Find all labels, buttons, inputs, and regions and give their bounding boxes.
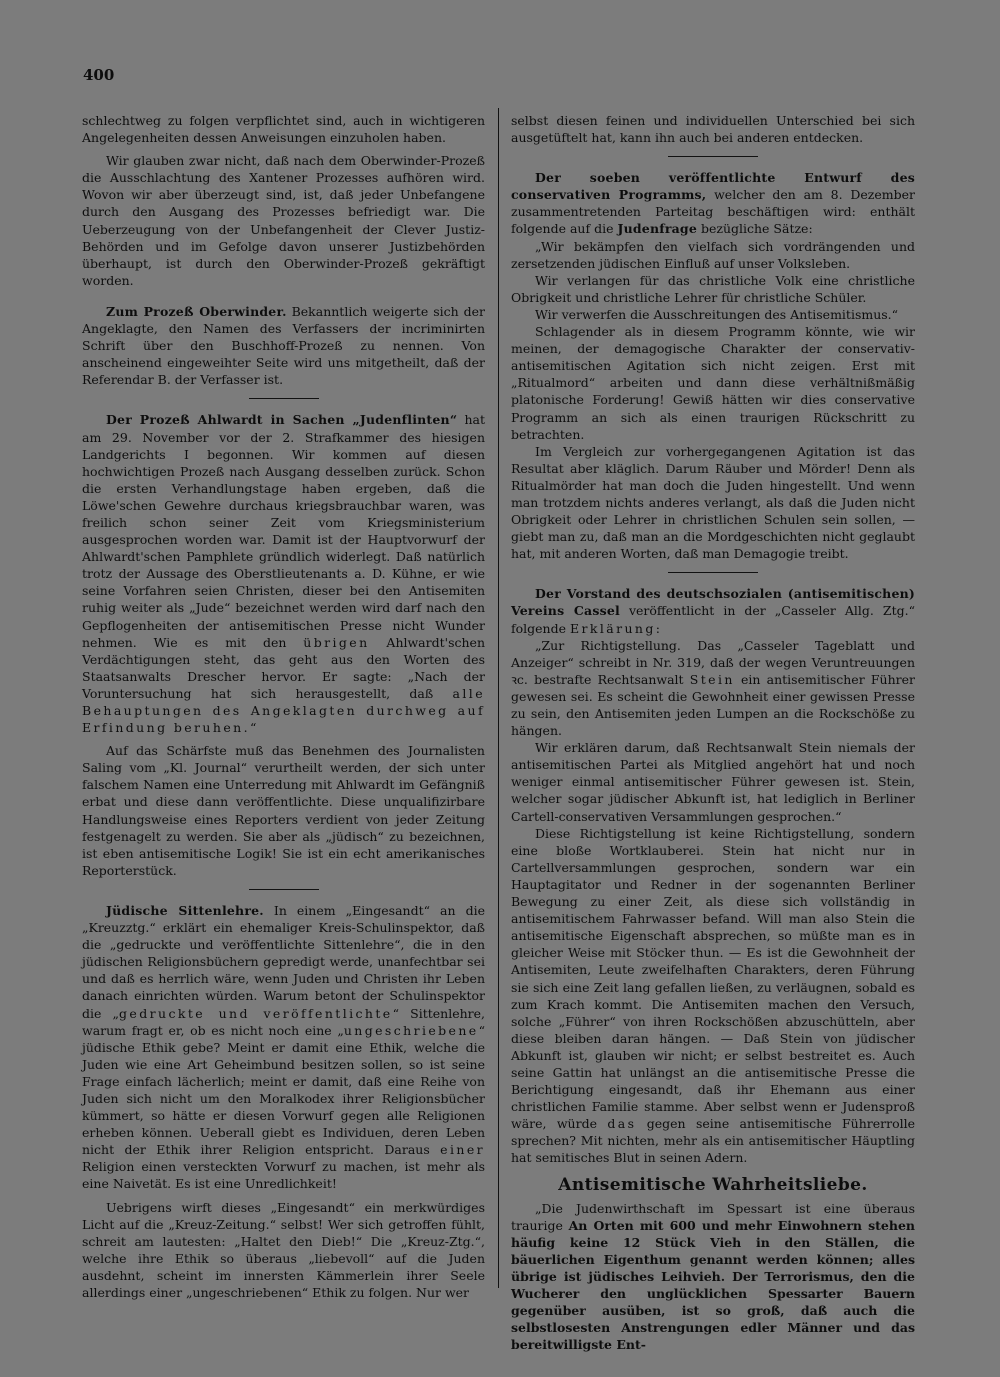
paragraph: Schlagender als in diesem Programm könnte, wie wir meinen, der demagogische Charakter der conservativ-antisemitischen Agitation sich nicht zeigen. Erst mit „Ritualmord“ arbeiten und dann diese verhältnißmäßig platonische Forderung! Gewiß hätten wir dies conservative Programm an sich als einen traurigen Rückschritt zu betrachten.: [511, 324, 915, 442]
article-text: bezügliche Sätze:: [697, 221, 813, 237]
spaced-text: ungeschriebene: [343, 1022, 479, 1038]
column-divider: [498, 108, 499, 1288]
article-text: hat am 29. November vor der 2. Strafkammer des hiesigen Landgerichts I begonnen. Wir kommen auf diesen hochwichtigen Prozeß nach Ausgang desselben zurück. Schon die ersten Verhandlungstage haben ergeben, daß die Löwe'schen Gewehre durchaus kriegsbrauchbar waren, was freilich schon seiner Zeit vom Kriegsministerium ausgesprochen worden war. Damit ist der Hauptvorwurf der Ahlwardt'schen Pamphlete gründlich widerlegt. Daß natürlich trotz der Aussage des Oberstlieutenants a. D. Kühne, er wie seine Vorfahren seien Christen, dieser bei den Antisemiten ruhig weiter als „Jude“ bezeichnet werden wird darf nach den Gepflogenheiten der antisemitischen Presse nicht Wunder nehmen. Wie es mit den: [82, 412, 486, 650]
article-text: Religion einen versteckten Vorwurf zu machen, ist mehr als eine Naivetät. Es ist eine Unredlichkeit!: [82, 1159, 485, 1192]
paragraph: Uebrigens wirft dieses „Eingesandt“ ein merkwürdiges Licht auf die „Kreuz-Zeitung.“ selbst! Wer sich getroffen fühlt, schreit am lautesten: „Haltet den Dieb!“ Die „Kreuz-Ztg.“, welche ihre Ethik so überaus „liebevoll“ auf die Juden ausdehnt, scheint im innersten Kämmerlein ihrer Seele allerdings einer „ungeschriebenen“ Ethik zu folgen. Nur wer: [82, 1199, 485, 1300]
separator-rule: [249, 398, 319, 399]
quote-text: „Zur Richtigstellung. Das „Casseler Tageblatt und Anzeiger“ schreibt in Nr. 319, daß der wegen Veruntreuungen ꝛc. bestrafte Rechtsanwalt: [511, 637, 915, 687]
article-heading: Judenfrage: [617, 221, 697, 237]
paragraph: Auf das Schärfste muß das Benehmen des Journalisten Saling vom „Kl. Journal“ verurtheilt werden, der sich unter falschem Namen eine Unterredung mit Ahlwardt im Gefängniß erbat und diese dann veröffentlichte. Diese unqualifizirbare Handlungsweise eines Reporters verdient von jeder Zeitung festgenagelt zu werden. Sie aber als „jüdisch“ zu bezeichnen, ist eben antisemitische Logik! Sie ist ein echt amerikanisches Reporterstück.: [82, 743, 485, 878]
left-column: [82, 112, 485, 1301]
paragraph: [511, 1200, 915, 1354]
article-oberwinder: [82, 303, 485, 388]
spaced-text: übrigen: [303, 634, 370, 650]
article-heading: Jüdische Sittenlehre.: [106, 902, 264, 918]
article-heading: Der Prozeß Ahlwardt in Sachen „Judenflinten“: [106, 412, 458, 428]
separator-rule: [668, 156, 758, 157]
article-text: :: [655, 620, 661, 636]
right-column: [511, 112, 915, 1353]
article-text: Bekanntlich weigerte sich der Angeklagte, den Namen des Verfassers der incriminirten Schrift über den Buschhoff-Prozeß zu nennen. Von anscheinend eingeweihter Seite wird uns mitgetheilt, daß der Referendar B. der Verfasser ist.: [82, 303, 485, 388]
paragraph: selbst diesen feinen und individuellen Unterschied bei sich ausgetüftelt hat, kann ihn auch bei anderen entdecken.: [511, 113, 915, 146]
paragraph-text: Diese Richtigstellung ist keine Richtigstellung, sondern eine bloße Wortklauberei. Stein hat nicht nur in Cartellversammlungen gesprochen, sondern war ein Hauptagitator und Redner in der sogenannten Berliner Bewegung zu einer Zeit, als diese sich vollständig in antisemitischem Fahrwasser befand. Will man also Stein die antisemitische Eigenschaft absprechen, so müßte man es in gleicher Weise mit Stöcker thun. — Es ist die Gewohnheit der Antisemiten, Leute zweifelhaften Charakters, deren Führung sie sich eine Zeit lang gefallen ließen, zu verläugnen, sobald es zum Krach kommt. Die Antisemiten machen den Versuch, solche „Führer“ von ihren Rockschößen abzuschütteln, aber diese bleiben daran hängen. — Daß Stein von jüdischer Abkunft ist, glauben wir nicht; er selbst bestreitet es. Auch seine Gattin hat unlängst an die antisemitische Presse die Berichtigung eingesandt, daß ihr Ehemann aus einer christlichen Familie stamme. Aber selbst wenn er Judensproß wäre, würde: [511, 825, 915, 1132]
bold-text: An Orten mit 600 und mehr Einwohnern stehen häufig keine 12 Stück Vieh in den Ställen, die bäuerlichen Eigenthum genannt werden können; alles übrige ist jüdisches Leihvieh. Der Terrorismus, den die Wucherer den unglücklichen Spessarter Bauern gegenüber ausüben, ist so groß, daß auch die selbstlosesten Anstrengungen edler Männer und das bereitwilligste Ent-: [511, 1217, 915, 1353]
quote: „Wir bekämpfen den vielfach sich vordrängenden und zersetzenden jüdischen Einfluß auf unser Volksleben.: [511, 238, 915, 271]
article-entwurf: [511, 169, 915, 237]
spaced-text: Erklärung: [569, 620, 656, 636]
article-text: “ Sittenlehre, warum fragt er, ob es nicht noch eine „: [82, 1005, 485, 1038]
paragraph-text: „Die Judenwirthschaft im Spessart ist eine überaus traurige: [511, 1200, 915, 1233]
article-heading: Zum Prozeß Oberwinder.: [106, 303, 287, 319]
article-ahlwardt: [82, 411, 485, 736]
quote: [511, 637, 915, 740]
paragraph: schlechtweg zu folgen verpflichtet sind, auch in wichtigeren Angelegenheiten dessen Anweisungen einzuholen haben.: [82, 113, 485, 146]
spaced-text: alle Behauptungen des Angeklagten durchweg auf Erfindung beruhen.: [82, 685, 485, 736]
article-text: “ jüdische Ethik gebe? Meint er damit eine Ethik, welche die Juden wie eine Art Geheimbund besitzen sollen, so ist seine Frage einfach lächerlich; meint er damit, daß eine Reihe von Juden sich nicht um den Moralkodex ihrer Religionsbücher kümmert, so hätte er diesen Vorwurf gegen alle Religionen erheben können. Ueberall giebt es Individuen, deren Leben nicht der Ethik ihrer Religion entspricht. Daraus: [82, 1022, 485, 1158]
section-title: Antisemitische Wahrheitsliebe.: [558, 1174, 868, 1195]
article-text: veröffentlicht in der „Casseler Allg. Ztg.“ folgende: [511, 603, 915, 636]
spaced-text: gedruckte und veröffentlichte: [119, 1005, 393, 1021]
spaced-text: einer: [440, 1142, 485, 1158]
article-vorstand: [511, 585, 915, 636]
article-text: In einem „Eingesandt“ an die „Kreuzztg.“ erklärt ein ehemaliger Kreis-Schulinspektor, daß die „gedruckte und veröffentlichte Sittenlehre“, die in den jüdischen Religionsbüchern gepredigt werde, unanfechtbar sei und daß es herrlich wäre, wenn Juden und Christen ihr Leben danach einrichten würden. Warum betont der Schulinspektor die „: [82, 902, 485, 1021]
article-heading: Der Vorstand des deutschsozialen (antisemitischen) Vereins Cassel: [511, 586, 915, 619]
paragraph: [511, 825, 915, 1167]
spaced-text: Stein: [689, 671, 735, 687]
quote: Wir verlangen für das christliche Volk eine christliche Obrigkeit und christliche Lehrer für christliche Schüler.: [511, 272, 915, 305]
article-text: “: [249, 720, 257, 736]
quote-text: ein antisemitischer Führer gewesen sei. Es scheint die Gewohnheit einer gewissen Presse zu sein, den Antisemiten jeden Lumpen an die Rockschöße zu hängen.: [511, 671, 915, 739]
separator-rule: [668, 572, 758, 573]
paragraph: Im Vergleich zur vorhergegangenen Agitation ist das Resultat aber kläglich. Darum Räuber und Mörder! Denn als Ritualmörder hat man doch die Juden hingestellt. Und wenn man trotzdem nichts anderes verlangt, als daß die Juden nicht Obrigkeit oder Lehrer in christlichen Schulen sein sollen, — giebt man zu, daß man an die Mordgeschichten nicht geglaubt hat, mit anderen Worten, daß man Demagogie treibt.: [511, 443, 915, 562]
article-text: welcher den am 8. Dezember zusammentretenden Parteitag beschäftigen wird: enthält folgende auf die: [511, 187, 915, 237]
paragraph-text: gegen seine antisemitische Führerrolle sprechen? Mit nichten, mehr als ein antisemitischer Häuptling hat semitisches Blut in seinen Adern.: [511, 1116, 915, 1166]
quote: Wir erklären darum, daß Rechtsanwalt Stein niemals der antisemitischen Partei als Mitglied angehört hat und noch weniger einmal antisemitischer Führer gewesen ist. Stein, welcher sogar jüdischer Abkunft ist, hat lediglich in Berliner Cartell-conservativen Versammlungen gesprochen.“: [511, 740, 915, 824]
article-heading: Der soeben veröffentlichte Entwurf des conservativen Programms,: [511, 170, 915, 203]
quote: Wir verwerfen die Ausschreitungen des Antisemitismus.“: [535, 306, 899, 322]
article-sittenlehre: [82, 902, 485, 1193]
spaced-text: das: [607, 1116, 637, 1132]
separator-rule: [249, 889, 319, 890]
article-text: Ahlwardt'schen Verdächtigungen steht, das geht aus den Worten des Staatsanwalts Drescher hervor. Er sagte: „Nach der Voruntersuchung hat sich herausgestellt, daß: [82, 634, 485, 701]
paragraph: Wir glauben zwar nicht, daß nach dem Oberwinder-Prozeß die Ausschlachtung des Xantener Prozesses aufhören wird. Wovon wir aber überzeugt sind, ist, daß jeder Unbefangene durch den Ausgang des Prozesses befriedigt war. Die Ueberzeugung von der Unbefangenheit der Clever Justiz-Behörden und im Gefolge davon unserer Justizbehörden überhaupt, ist durch den Oberwinder-Prozeß gekräftigt worden.: [82, 153, 485, 288]
page-number: 400: [83, 66, 115, 84]
